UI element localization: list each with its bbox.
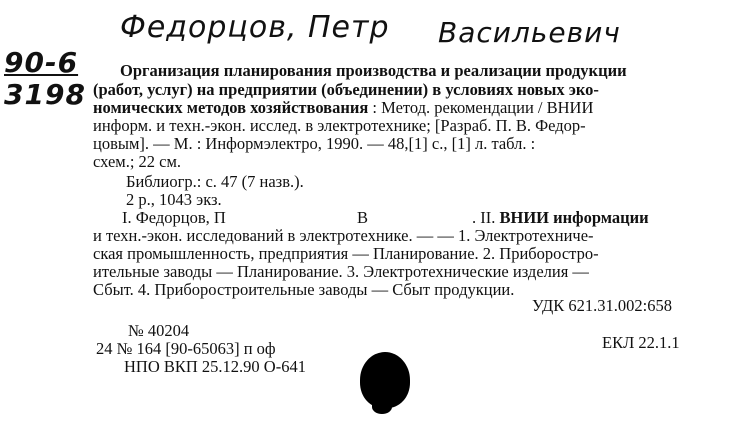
record-entry-roman-two: . II. [472,208,500,227]
handwritten-shelf-code: 90-6 [4,46,79,79]
record-title-end: номических методов хозяйствования [93,98,369,117]
handwritten-patronymic: Васильевич [438,16,621,49]
record-order-line: 24 № 164 [90-65063] п оф [96,339,276,358]
record-npo-line: НПО ВКП 25.12.90 О-641 [124,357,306,376]
record-subject-line-1: и техн.-экон. исследований в электротехнике. — — 1. Электротехниче- [93,226,594,245]
record-title-line-3 [93,99,593,117]
record-bibliography: Библиогр.: с. 47 (7 назв.). [126,172,304,191]
record-title-line-2: (работ, услуг) на предприятии (объединении) в условиях новых эко- [93,80,599,99]
record-subject-line-2: ская промышленность, предприятия — Планирование. 2. Приборостро- [93,244,599,263]
handwritten-author-name: Федорцов, Петр [120,10,390,45]
record-entry-org [472,209,649,227]
record-entry-org-name: ВНИИ информации [499,208,649,227]
record-subject-line-3: ительные заводы — Планирование. 3. Электротехнические изделия — [93,262,589,281]
record-subtitle: : Метод. рекомендации / ВНИИ [368,98,594,117]
punch-hole-mark-tail [372,400,392,414]
record-physical-description: схем.; 22 см. [93,152,182,171]
record-responsibility-line: информ. и техн.-экон. исслед. в электротехнике; [Разраб. П. В. Федор- [93,116,586,135]
record-subject-line-4: Сбыт. 4. Приборостроительные заводы — Сбыт продукции. [93,280,515,299]
record-title-line-1: Организация планирования производства и реализации продукции [120,61,627,80]
record-entry-author: I. Федорцов, П [122,208,226,227]
record-publication-line: цовым]. — М. : Информэлектро, 1990. — 48,[1] с., [1] л. табл. : [93,134,536,153]
record-entry-initial: В [357,208,369,227]
handwritten-inventory-code: 3198 [4,78,86,111]
record-price: 2 р., 1043 экз. [126,190,222,209]
record-udc: УДК 621.31.002:658 [532,296,672,315]
record-card-number: № 40204 [128,321,190,340]
record-ekl: ЕКЛ 22.1.1 [602,333,680,352]
